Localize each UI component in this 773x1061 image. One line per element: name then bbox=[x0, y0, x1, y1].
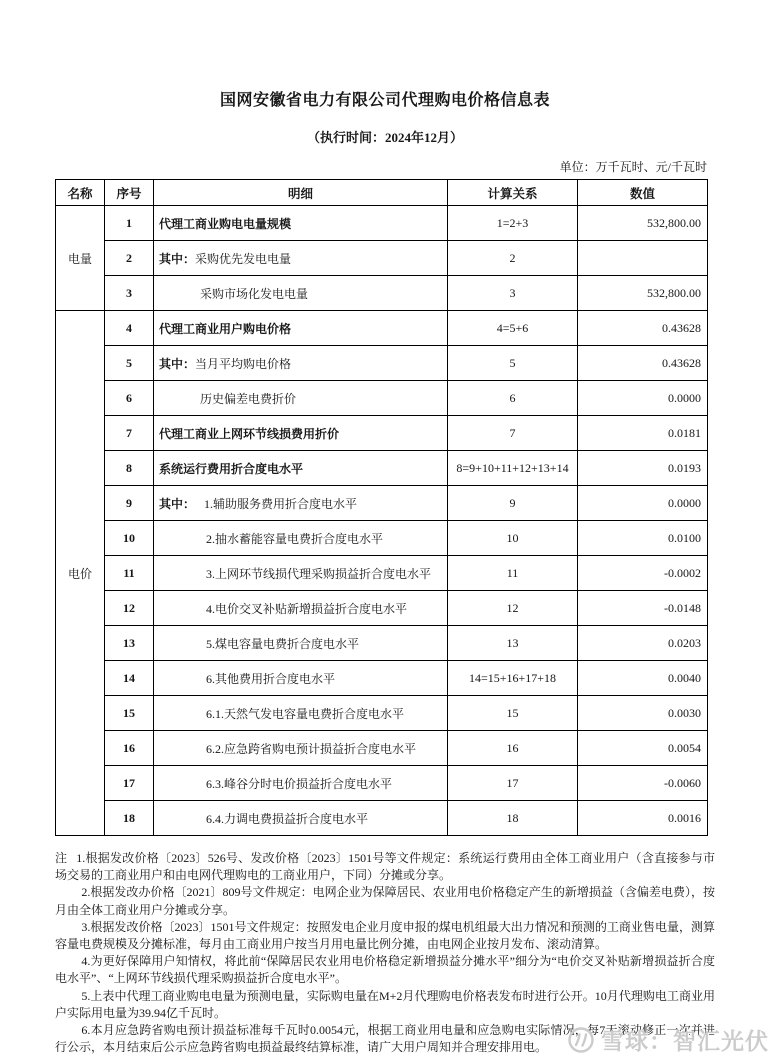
row-seq: 1 bbox=[105, 206, 154, 241]
table-row bbox=[56, 696, 708, 731]
table-row bbox=[56, 661, 708, 696]
row-detail: 代理工商业用户购电价格 bbox=[154, 311, 448, 346]
row-seq: 2 bbox=[105, 241, 154, 276]
note-2: 2.根据发改办价格〔2021〕809号文件规定：电网企业为保障居民、农业用电价格稳定产生的新增损益（含偏差电费），按月由全体工商业用户分摊或分享。 bbox=[55, 885, 715, 917]
row-relation: 14=15+16+17+18 bbox=[448, 661, 578, 696]
row-detail: 6.4.力调电费损益折合度电水平 bbox=[154, 801, 448, 836]
row-detail: 3.上网环节线损代理采购损益折合度电水平 bbox=[154, 556, 448, 591]
row-detail: 代理工商业购电电量规模 bbox=[154, 206, 448, 241]
row-value: 0.0054 bbox=[578, 731, 708, 766]
watermark bbox=[567, 1023, 769, 1056]
row-value: 532,800.00 bbox=[578, 276, 708, 311]
table-row bbox=[56, 521, 708, 556]
row-relation: 18 bbox=[448, 801, 578, 836]
row-relation: 5 bbox=[448, 346, 578, 381]
row-seq: 10 bbox=[105, 521, 154, 556]
header-value: 数值 bbox=[578, 180, 708, 206]
row-seq: 18 bbox=[105, 801, 154, 836]
table-row bbox=[56, 556, 708, 591]
note-5: 5.上表中代理工商业购电电量为预测电量，实际购电量在M+2月代理购电价格表发布时进行公开。10月代理购电工商业用户实际用电量为39.94亿千瓦时。 bbox=[55, 988, 715, 1020]
row-value: 0.0100 bbox=[578, 521, 708, 556]
row-value: 0.0193 bbox=[578, 451, 708, 486]
row-seq: 8 bbox=[105, 451, 154, 486]
row-seq: 17 bbox=[105, 766, 154, 801]
row-seq: 4 bbox=[105, 311, 154, 346]
row-detail: 4.电价交叉补贴新增损益折合度电水平 bbox=[154, 591, 448, 626]
note-1-text: 1.根据发改价格〔2023〕526号、发改价格〔2023〕1501号等文件规定：系统运行费用由全体工商业用户（含直接参与市场交易的工商业用户和由电网代理购电的工商业用户，下同）分摊或分享。 bbox=[55, 851, 715, 883]
document-page bbox=[55, 0, 715, 1056]
row-relation: 3 bbox=[448, 276, 578, 311]
table-row bbox=[56, 276, 708, 311]
row-relation: 4=5+6 bbox=[448, 311, 578, 346]
header-name: 名称 bbox=[56, 180, 105, 206]
table-row bbox=[56, 801, 708, 836]
row-value: 0.0181 bbox=[578, 416, 708, 451]
row-relation: 7 bbox=[448, 416, 578, 451]
xueqiu-logo-icon bbox=[567, 1026, 595, 1054]
row-detail: 6.2.应急跨省购电预计损益折合度电水平 bbox=[154, 731, 448, 766]
row-detail: 采购市场化发电电量 bbox=[154, 276, 448, 311]
header-detail: 明细 bbox=[154, 180, 448, 206]
row-prefix: 其中： bbox=[159, 496, 196, 511]
table-row bbox=[56, 766, 708, 801]
row-detail: 6.1.天然气发电容量电费折合度电水平 bbox=[154, 696, 448, 731]
row-relation: 8=9+10+11+12+13+14 bbox=[448, 451, 578, 486]
row-seq: 11 bbox=[105, 556, 154, 591]
row-detail: 6.3.峰谷分时电价损益折合度电水平 bbox=[154, 766, 448, 801]
row-value: 532,800.00 bbox=[578, 206, 708, 241]
row-prefix: 其中： bbox=[159, 251, 196, 266]
row-value: 0.0000 bbox=[578, 486, 708, 521]
row-relation: 1=2+3 bbox=[448, 206, 578, 241]
row-seq: 9 bbox=[105, 486, 154, 521]
note-6: 6.本月应急跨省购电预计损益标准每千瓦时0.0054元，根据工商业用电量和应急购电实际情况，每7天滚动修正一次并进行公示，本月结束后公示应急跨省购电损益最终结算标准，请广大用户周知并合理安排用电。 bbox=[55, 1023, 715, 1055]
table-row bbox=[56, 626, 708, 661]
table-row bbox=[56, 591, 708, 626]
page-subtitle: （执行时间：2024年12月） bbox=[306, 130, 463, 145]
price-table bbox=[55, 179, 708, 836]
row-detail bbox=[154, 241, 448, 276]
row-detail: 系统运行费用折合度电水平 bbox=[154, 451, 448, 486]
table-row bbox=[56, 416, 708, 451]
table-row bbox=[56, 486, 708, 521]
page-title: 国网安徽省电力有限公司代理购电价格信息表 bbox=[219, 92, 550, 109]
note-4: 4.为更好保障用户知情权，将此前“保障居民农业用电价格稳定新增损益分摊水平”细分为“电价交叉补贴新增损益折合度电水平”、“上网环节线损代理采购损益折合度电水平”。 bbox=[55, 954, 715, 986]
row-value: 0.0203 bbox=[578, 626, 708, 661]
row-seq: 3 bbox=[105, 276, 154, 311]
row-value: 0.0030 bbox=[578, 696, 708, 731]
row-relation: 10 bbox=[448, 521, 578, 556]
row-detail bbox=[154, 486, 448, 521]
note-3: 3.根据发改价格〔2023〕1501号文件规定：按照发电企业月度申报的煤电机组最大出力情况和预测的工商业售电量，测算容量电费规模及分摊标准，每月由工商业用户按当月用电量比例分摊，由电网企业按月发布、滚动清算。 bbox=[55, 919, 715, 952]
row-detail: 2.抽水蓄能容量电费折合度电水平 bbox=[154, 521, 448, 556]
table-row bbox=[56, 311, 708, 346]
row-seq: 14 bbox=[105, 661, 154, 696]
group-label-electricity-volume: 电量 bbox=[56, 206, 105, 311]
notes-label: 注 bbox=[55, 851, 68, 865]
header-seq: 序号 bbox=[105, 180, 154, 206]
table-row bbox=[56, 346, 708, 381]
row-relation: 17 bbox=[448, 766, 578, 801]
row-seq: 15 bbox=[105, 696, 154, 731]
row-detail: 代理工商业上网环节线损费用折价 bbox=[154, 416, 448, 451]
row-detail-text: 1.辅助服务费用折合度电水平 bbox=[204, 496, 358, 511]
row-value bbox=[578, 241, 708, 276]
row-relation: 6 bbox=[448, 381, 578, 416]
table-row bbox=[56, 381, 708, 416]
note-1 bbox=[55, 850, 715, 884]
row-detail: 5.煤电容量电费折合度电水平 bbox=[154, 626, 448, 661]
row-relation: 2 bbox=[448, 241, 578, 276]
row-seq: 5 bbox=[105, 346, 154, 381]
group-label-electricity-price: 电价 bbox=[56, 311, 105, 836]
table-row bbox=[56, 241, 708, 276]
row-value: 0.0016 bbox=[578, 801, 708, 836]
row-relation: 9 bbox=[448, 486, 578, 521]
table-header-row bbox=[56, 180, 708, 206]
row-relation: 12 bbox=[448, 591, 578, 626]
row-detail bbox=[154, 346, 448, 381]
row-detail-text: 当月平均购电价格 bbox=[195, 356, 292, 371]
row-value: 0.43628 bbox=[578, 346, 708, 381]
row-seq: 13 bbox=[105, 626, 154, 661]
header-relation: 计算关系 bbox=[448, 180, 578, 206]
table-row bbox=[56, 731, 708, 766]
row-value: -0.0002 bbox=[578, 556, 708, 591]
row-relation: 16 bbox=[448, 731, 578, 766]
row-value: -0.0060 bbox=[578, 766, 708, 801]
row-value: 0.0000 bbox=[578, 381, 708, 416]
row-value: 0.43628 bbox=[578, 311, 708, 346]
row-detail: 6.其他费用折合度电水平 bbox=[154, 661, 448, 696]
table-row bbox=[56, 206, 708, 241]
row-relation: 11 bbox=[448, 556, 578, 591]
watermark-text: 雪球：智汇光伏 bbox=[601, 1029, 769, 1054]
table-row bbox=[56, 451, 708, 486]
row-detail-text: 采购优先发电电量 bbox=[195, 251, 292, 266]
unit-note: 单位：万千瓦时、元/千瓦时 bbox=[559, 160, 707, 174]
row-relation: 13 bbox=[448, 626, 578, 661]
row-seq: 7 bbox=[105, 416, 154, 451]
row-value: 0.0040 bbox=[578, 661, 708, 696]
row-relation: 15 bbox=[448, 696, 578, 731]
row-detail: 历史偏差电费折价 bbox=[154, 381, 448, 416]
row-seq: 16 bbox=[105, 731, 154, 766]
row-value: -0.0148 bbox=[578, 591, 708, 626]
row-prefix: 其中： bbox=[159, 356, 196, 371]
row-seq: 12 bbox=[105, 591, 154, 626]
row-seq: 6 bbox=[105, 381, 154, 416]
